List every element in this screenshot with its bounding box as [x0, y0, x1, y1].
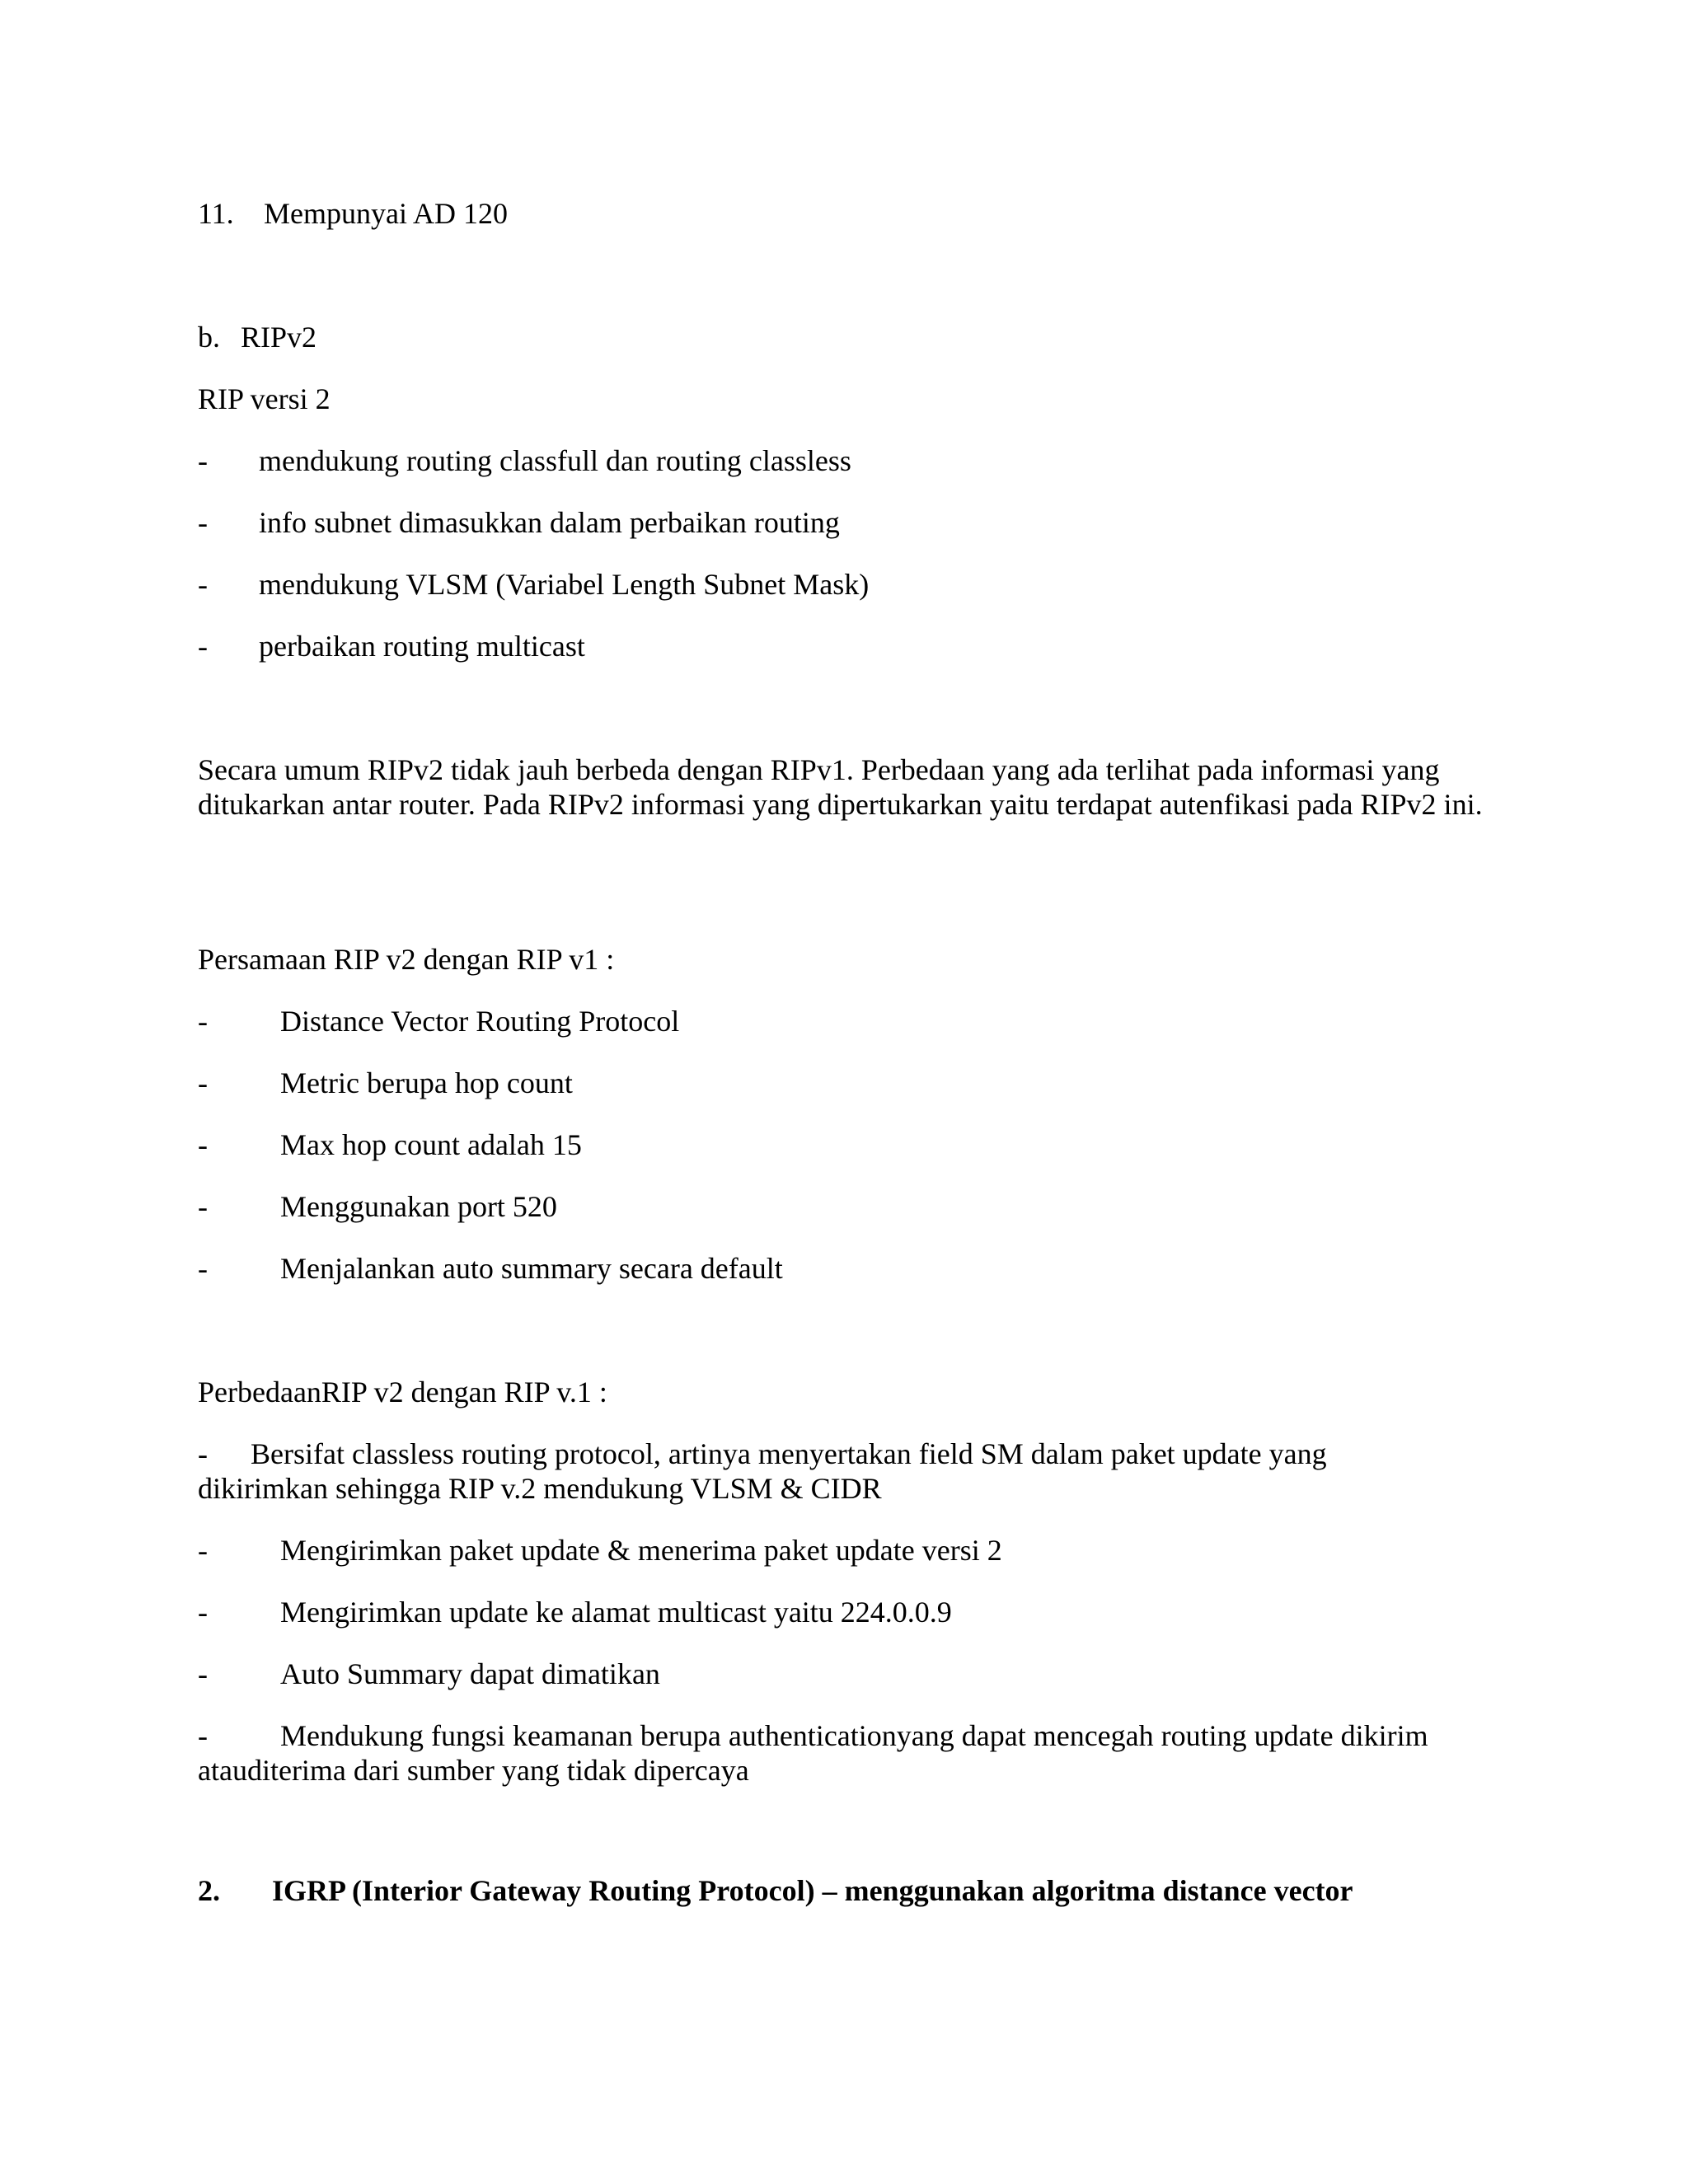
bullet-dash: - — [198, 1719, 208, 1752]
bullet-dash: - — [198, 1128, 208, 1161]
similarity-item: Menggunakan port 520 — [280, 1190, 557, 1223]
similarity-item: Menjalankan auto summary secara default — [280, 1252, 783, 1285]
difference-item: Mengirimkan update ke alamat multicast yaitu 224.0.0.9 — [280, 1596, 952, 1629]
bullet-dash: - — [198, 1437, 208, 1470]
similarities-heading: Persamaan RIP v2 dengan RIP v1 : — [198, 943, 615, 976]
bullet-dash: - — [198, 444, 208, 477]
difference-item: Auto Summary dapat dimatikan — [280, 1657, 660, 1690]
feature-item: mendukung VLSM (Variabel Length Subnet Mask) — [259, 568, 870, 601]
bullet-dash: - — [198, 630, 208, 663]
section-subtitle: RIP versi 2 — [198, 382, 331, 415]
list-number: 11. — [198, 197, 234, 230]
difference-item-continued: atauditerima dari sumber yang tidak dipercaya — [198, 1754, 749, 1787]
bullet-dash: - — [198, 1190, 208, 1223]
section-number: 2. — [198, 1874, 220, 1907]
similarity-item: Max hop count adalah 15 — [280, 1128, 582, 1161]
bullet-dash: - — [198, 506, 208, 539]
bullet-dash: - — [198, 1657, 208, 1690]
bullet-dash: - — [198, 1534, 208, 1567]
feature-item: info subnet dimasukkan dalam perbaikan routing — [259, 506, 840, 539]
feature-item: mendukung routing classfull dan routing classless — [259, 444, 851, 477]
bullet-dash: - — [198, 1596, 208, 1629]
difference-item: Mendukung fungsi keamanan berupa authenticationyang dapat mencegah routing update dikirim — [280, 1719, 1428, 1752]
difference-item-continued: dikirimkan sehingga RIP v.2 mendukung VLSM & CIDR — [198, 1472, 882, 1505]
bullet-dash: - — [198, 1005, 208, 1038]
similarity-item: Metric berupa hop count — [280, 1066, 573, 1099]
similarity-item: Distance Vector Routing Protocol — [280, 1005, 680, 1038]
list-item-text: Mempunyai AD 120 — [264, 197, 508, 230]
bullet-dash: - — [198, 1252, 208, 1285]
summary-paragraph: Secara umum RIPv2 tidak jauh berbeda dengan RIPv1. Perbedaan yang ada terlihat pada informasi yang ditukarkan antar router. Pada RIPv2 informasi yang dipertukarkan yaitu terdapat autenfikasi pada RIPv2 ini. — [198, 753, 1483, 821]
feature-item: perbaikan routing multicast — [259, 630, 585, 663]
bullet-dash: - — [198, 1066, 208, 1099]
difference-item: Mengirimkan paket update & menerima paket update versi 2 — [280, 1534, 1002, 1567]
section-heading-igrp: IGRP (Interior Gateway Routing Protocol) – menggunakan algoritma distance vector — [272, 1874, 1353, 1907]
bullet-dash: - — [198, 568, 208, 601]
difference-item: Bersifat classless routing protocol, artinya menyertakan field SM dalam paket update yang — [251, 1437, 1327, 1470]
section-letter: b. — [198, 321, 220, 354]
section-heading: RIPv2 — [241, 321, 317, 354]
differences-heading: PerbedaanRIP v2 dengan RIP v.1 : — [198, 1376, 607, 1408]
